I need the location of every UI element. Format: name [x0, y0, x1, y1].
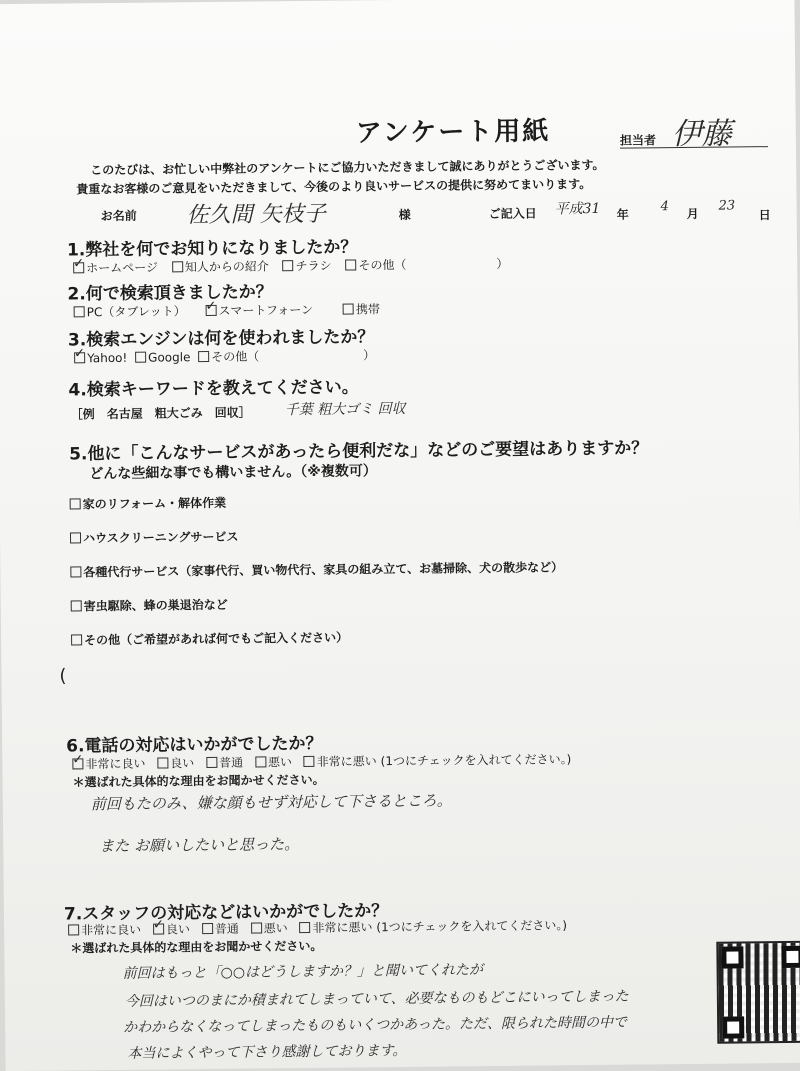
q6-option-good[interactable]: 良い — [157, 756, 194, 770]
q1-options — [73, 255, 508, 277]
q7-answer-line-2[interactable]: 今回はいつのまにか積まれてしまっていて、必要なものもどこにいってしまった — [124, 988, 629, 1010]
checkbox-icon[interactable] — [74, 352, 85, 363]
q5-open-paren: ( — [59, 665, 67, 687]
checkbox-icon[interactable] — [70, 498, 81, 509]
q6-option-bad[interactable]: 悪い — [255, 755, 292, 769]
q5-option-other[interactable]: その他（ご希望があれば何でもご記入ください） — [71, 629, 348, 649]
q7-answer-line-4[interactable]: 本当によくやって下さり感謝しております。 — [127, 1042, 407, 1062]
q7-option-very-good[interactable]: 非常に良い — [68, 923, 141, 938]
sama-label: 様 — [398, 207, 411, 222]
year-label: 年 — [616, 207, 629, 222]
checkbox-icon[interactable] — [153, 923, 164, 934]
checkbox-icon[interactable] — [172, 261, 183, 272]
q5-option-cleaning[interactable]: ハウスクリーニングサービス — [70, 528, 239, 547]
checkbox-icon[interactable] — [74, 306, 85, 317]
q2-options — [74, 300, 380, 320]
q5-subtitle: どんな些細な事でも構いません。（※複数可） — [89, 463, 377, 483]
q1-title: 1.弊社を何でお知りになりましたか？ — [66, 237, 358, 261]
q2-option-smartphone[interactable]: ✓ スマートフォーン — [205, 303, 313, 318]
q6-reason-label: ＊選ばれた具体的な理由をお聞かせください。 — [72, 772, 325, 790]
checkbox-icon[interactable] — [71, 634, 82, 645]
q4-answer[interactable]: 千葉 粗大ゴミ 回収 — [284, 400, 406, 419]
era-value: 平成31 — [554, 200, 601, 218]
q2-option-mobile[interactable]: 携帯 — [343, 302, 380, 316]
tanto-signature: 伊藤 — [671, 116, 733, 153]
intro-line-1: このたびは、お忙しい中弊社のアンケートにご協力いただきまして誠にありがとうございます。 — [90, 157, 605, 178]
q6-answer-line-1[interactable]: 前回もたのみ、嫌な顔もせず対応して下さるところ。 — [90, 791, 452, 814]
q7-answer-line-1[interactable]: 前回はもっと「○○はどうしますか？」と聞いてくれたが — [122, 962, 484, 982]
qr-finder-icon — [721, 946, 743, 968]
q3-option-google[interactable]: Google — [135, 350, 190, 365]
checkbox-icon[interactable] — [198, 351, 209, 362]
page-title: アンケート用紙 — [355, 116, 551, 149]
checkbox-icon[interactable] — [205, 305, 216, 316]
qr-finder-icon — [781, 946, 800, 968]
q1-option-other[interactable]: その他（ — [345, 258, 406, 273]
q2-option-pc[interactable]: PC（タブレット） — [74, 304, 186, 319]
q4-title: 4.検索キーワードを教えてください。 — [68, 377, 359, 401]
q1-option-homepage[interactable]: ✓ホームページ — [73, 261, 158, 276]
checkbox-icon[interactable] — [343, 303, 354, 314]
day-value: 23 — [718, 198, 736, 214]
q1-option-referral[interactable]: 知人からの紹介 — [172, 259, 269, 274]
month-value: 4 — [660, 199, 669, 215]
tanto-label: 担当者 — [619, 133, 656, 148]
q3-option-yahoo[interactable]: ✓Yahoo! — [74, 351, 127, 366]
q3-options — [74, 346, 375, 366]
q7-option-very-bad[interactable]: 非常に悪い — [299, 920, 372, 935]
q5-option-agency[interactable]: 各種代行サービス（家事代行、買い物代行、家具の組み立て、お墓掃除、犬の散歩など） — [70, 558, 563, 580]
q6-title: 6.電話の対応はいかがでしたか？ — [66, 733, 323, 757]
q7-option-good[interactable]: ✓ 良い — [153, 922, 190, 936]
checkbox-icon[interactable] — [255, 756, 266, 767]
month-label: 月 — [686, 206, 699, 221]
q2-title: 2.何で検索頂きましたか？ — [67, 282, 273, 305]
q3-title: 3.検索エンジンは何を使われましたか？ — [67, 327, 375, 351]
q4-example: ［例 名古屋 粗大ごみ 回収］ — [70, 405, 251, 422]
q7-instruction: (1つにチェックを入れてください。) — [376, 918, 568, 935]
q6-option-normal[interactable]: 普通 — [206, 756, 243, 770]
checkbox-icon[interactable] — [73, 262, 84, 273]
checkbox-icon[interactable] — [206, 757, 217, 768]
q5-option-reform[interactable]: 家のリフォーム・解体作業 — [70, 494, 227, 513]
q7-option-bad[interactable]: 悪い — [251, 921, 288, 935]
q3-option-other[interactable]: その他（ — [198, 349, 259, 364]
checkbox-icon[interactable] — [68, 924, 79, 935]
checkbox-icon[interactable] — [70, 566, 81, 577]
q6-answer-line-2[interactable]: また お願いしたいと思った。 — [99, 835, 300, 856]
qr-finder-icon — [722, 1016, 744, 1038]
checkbox-icon[interactable] — [202, 923, 213, 934]
checkbox-icon[interactable] — [283, 260, 294, 271]
q7-option-normal[interactable]: 普通 — [202, 922, 239, 936]
checkbox-icon[interactable] — [345, 259, 356, 270]
day-label: 日 — [758, 208, 771, 223]
q6-instruction: (1つにチェックを入れてください。) — [380, 752, 572, 769]
date-label: ご記入日 — [488, 206, 537, 222]
name-value: 佐久間 矢枝子 — [186, 201, 326, 229]
q5-option-pest[interactable]: 害虫駆除、蜂の巣退治など — [71, 596, 228, 615]
checkbox-icon[interactable] — [304, 756, 315, 767]
name-label: お名前 — [100, 208, 137, 224]
checkbox-icon[interactable] — [251, 922, 262, 933]
qr-code-icon — [716, 941, 800, 1044]
intro-line-2: 貴重なお客様のご意見をいただきまして、今後のより良いサービスの提供に努めてまいります。 — [76, 176, 592, 197]
checkbox-icon[interactable] — [71, 600, 82, 611]
q1-close-paren: ） — [496, 256, 509, 271]
checkbox-icon[interactable] — [157, 757, 168, 768]
q6-option-very-bad[interactable]: 非常に悪い — [304, 754, 377, 769]
q7-title: 7.スタッフの対応などはいかがでしたか？ — [63, 901, 389, 925]
checkbox-icon[interactable] — [70, 532, 81, 543]
checkbox-icon[interactable] — [299, 922, 310, 933]
q7-reason-label: ＊選ばれた具体的な理由をお聞かせください。 — [70, 938, 323, 956]
checkbox-icon[interactable] — [135, 352, 146, 363]
q3-close-paren: ） — [363, 348, 376, 363]
q6-option-very-good[interactable]: ✓非常に良い — [72, 757, 145, 772]
q7-answer-line-3[interactable]: かわからなくなってしまったものもいくつかあった。ただ、限られた時間の中で — [123, 1014, 628, 1036]
checkbox-icon[interactable] — [72, 758, 83, 769]
q5-title: 5.他に「こんなサービスがあったら便利だな」などのご要望はありますか？ — [69, 438, 649, 465]
q1-option-flyer[interactable]: チラシ — [283, 259, 332, 274]
